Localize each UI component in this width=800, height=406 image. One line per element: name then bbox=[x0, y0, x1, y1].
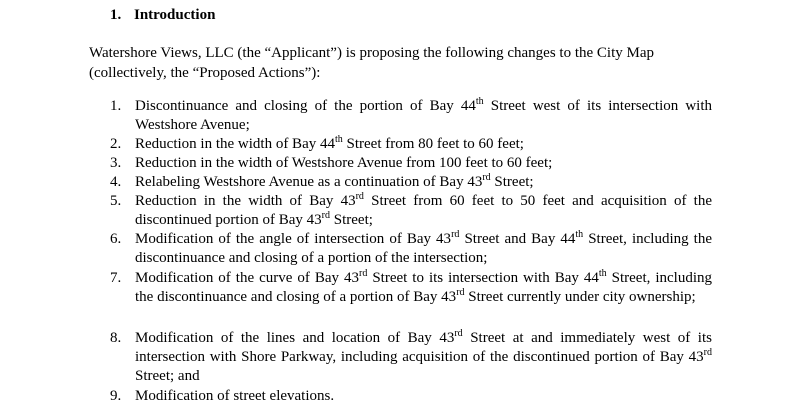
list-item-text bbox=[135, 97, 712, 135]
text-run: Street west of its intersection with Westshore Avenue; bbox=[135, 98, 712, 133]
ordinal-suffix: th bbox=[598, 268, 607, 279]
list-item-text bbox=[135, 387, 712, 406]
ordinal-suffix: rd bbox=[359, 268, 368, 279]
list-item bbox=[0, 230, 800, 268]
list-item bbox=[0, 329, 800, 386]
list-item-number: 8. bbox=[110, 330, 122, 346]
text-run: Street; and bbox=[135, 368, 200, 384]
text-run: Street, including the discontinuance and closing of a portion of the intersection; bbox=[135, 231, 712, 266]
list-item-number: 5. bbox=[110, 193, 122, 209]
list-item-text bbox=[135, 154, 712, 173]
list-item-number: 4. bbox=[110, 174, 122, 190]
section-title: Introduction bbox=[134, 7, 216, 23]
ordinal-suffix: rd bbox=[451, 229, 460, 240]
text-run: Street from 60 feet to 50 feet and acquisition of the discontinued portion of Bay 43 bbox=[135, 193, 712, 228]
text-run: Street; bbox=[490, 174, 534, 190]
text-run: Street and Bay 44 bbox=[459, 231, 576, 247]
list-item-number: 2. bbox=[110, 136, 122, 152]
list-item-text bbox=[135, 329, 712, 386]
section-number: 1. bbox=[110, 7, 122, 23]
text-run: Street at and immediately west of its intersection with Shore Parkway, including acquisition of the discontinued portion of Bay 43 bbox=[135, 330, 712, 365]
ordinal-suffix: th bbox=[334, 134, 343, 145]
text-run: Reduction in the width of Bay 43 bbox=[135, 193, 356, 209]
ordinal-suffix: rd bbox=[482, 172, 491, 183]
text-run: Modification of the curve of Bay 43 bbox=[135, 270, 359, 286]
list-item bbox=[0, 173, 800, 192]
section-heading bbox=[110, 7, 215, 24]
text-run: Reduction in the width of Bay 44 bbox=[135, 136, 335, 152]
list-item-text bbox=[135, 230, 712, 268]
list-item-text bbox=[135, 269, 712, 307]
list-item-text bbox=[135, 173, 712, 192]
ordinal-suffix: th bbox=[475, 96, 484, 107]
ordinal-suffix: rd bbox=[454, 328, 463, 339]
text-run: Street from 80 feet to 60 feet; bbox=[342, 136, 524, 152]
text-run: Modification of the lines and location of Bay 43 bbox=[135, 330, 455, 346]
ordinal-suffix: rd bbox=[456, 287, 465, 298]
list-item-number: 6. bbox=[110, 231, 122, 247]
list-item bbox=[0, 387, 800, 406]
text-run: Reduction in the width of Westshore Avenue from 100 feet to 60 feet; bbox=[135, 155, 553, 171]
intro-paragraph: Watershore Views, LLC (the “Applicant”) is proposing the following changes to the City Map (collectively, the “Proposed Actions”): bbox=[89, 45, 654, 81]
ordinal-suffix: rd bbox=[355, 191, 364, 202]
text-run: Street, including the discontinuance and closing of a portion of Bay 43 bbox=[135, 270, 713, 305]
text-run: Modification of the angle of intersection of Bay 43 bbox=[135, 231, 452, 247]
list-item bbox=[0, 269, 800, 307]
list-item-number: 9. bbox=[110, 388, 122, 404]
ordinal-suffix: th bbox=[575, 229, 584, 240]
list-item bbox=[0, 97, 800, 135]
list-item-text bbox=[135, 192, 712, 230]
text-run: Modification of street elevations. bbox=[135, 388, 335, 404]
list-item bbox=[0, 192, 800, 230]
text-run: Street currently under city ownership; bbox=[464, 289, 696, 305]
list-item-text bbox=[135, 135, 712, 154]
list-item-number: 3. bbox=[110, 155, 122, 171]
list-item bbox=[0, 154, 800, 173]
text-run: Discontinuance and closing of the portion of Bay 44 bbox=[135, 98, 476, 114]
list-item bbox=[0, 135, 800, 154]
list-item-number: 1. bbox=[110, 98, 122, 114]
text-run: Street to its intersection with Bay 44 bbox=[367, 270, 599, 286]
ordinal-suffix: rd bbox=[321, 210, 330, 221]
list-item-number: 7. bbox=[110, 270, 122, 286]
text-run: Street; bbox=[330, 212, 373, 228]
text-run: Relabeling Westshore Avenue as a continuation of Bay 43 bbox=[135, 174, 483, 190]
ordinal-suffix: rd bbox=[703, 347, 712, 358]
